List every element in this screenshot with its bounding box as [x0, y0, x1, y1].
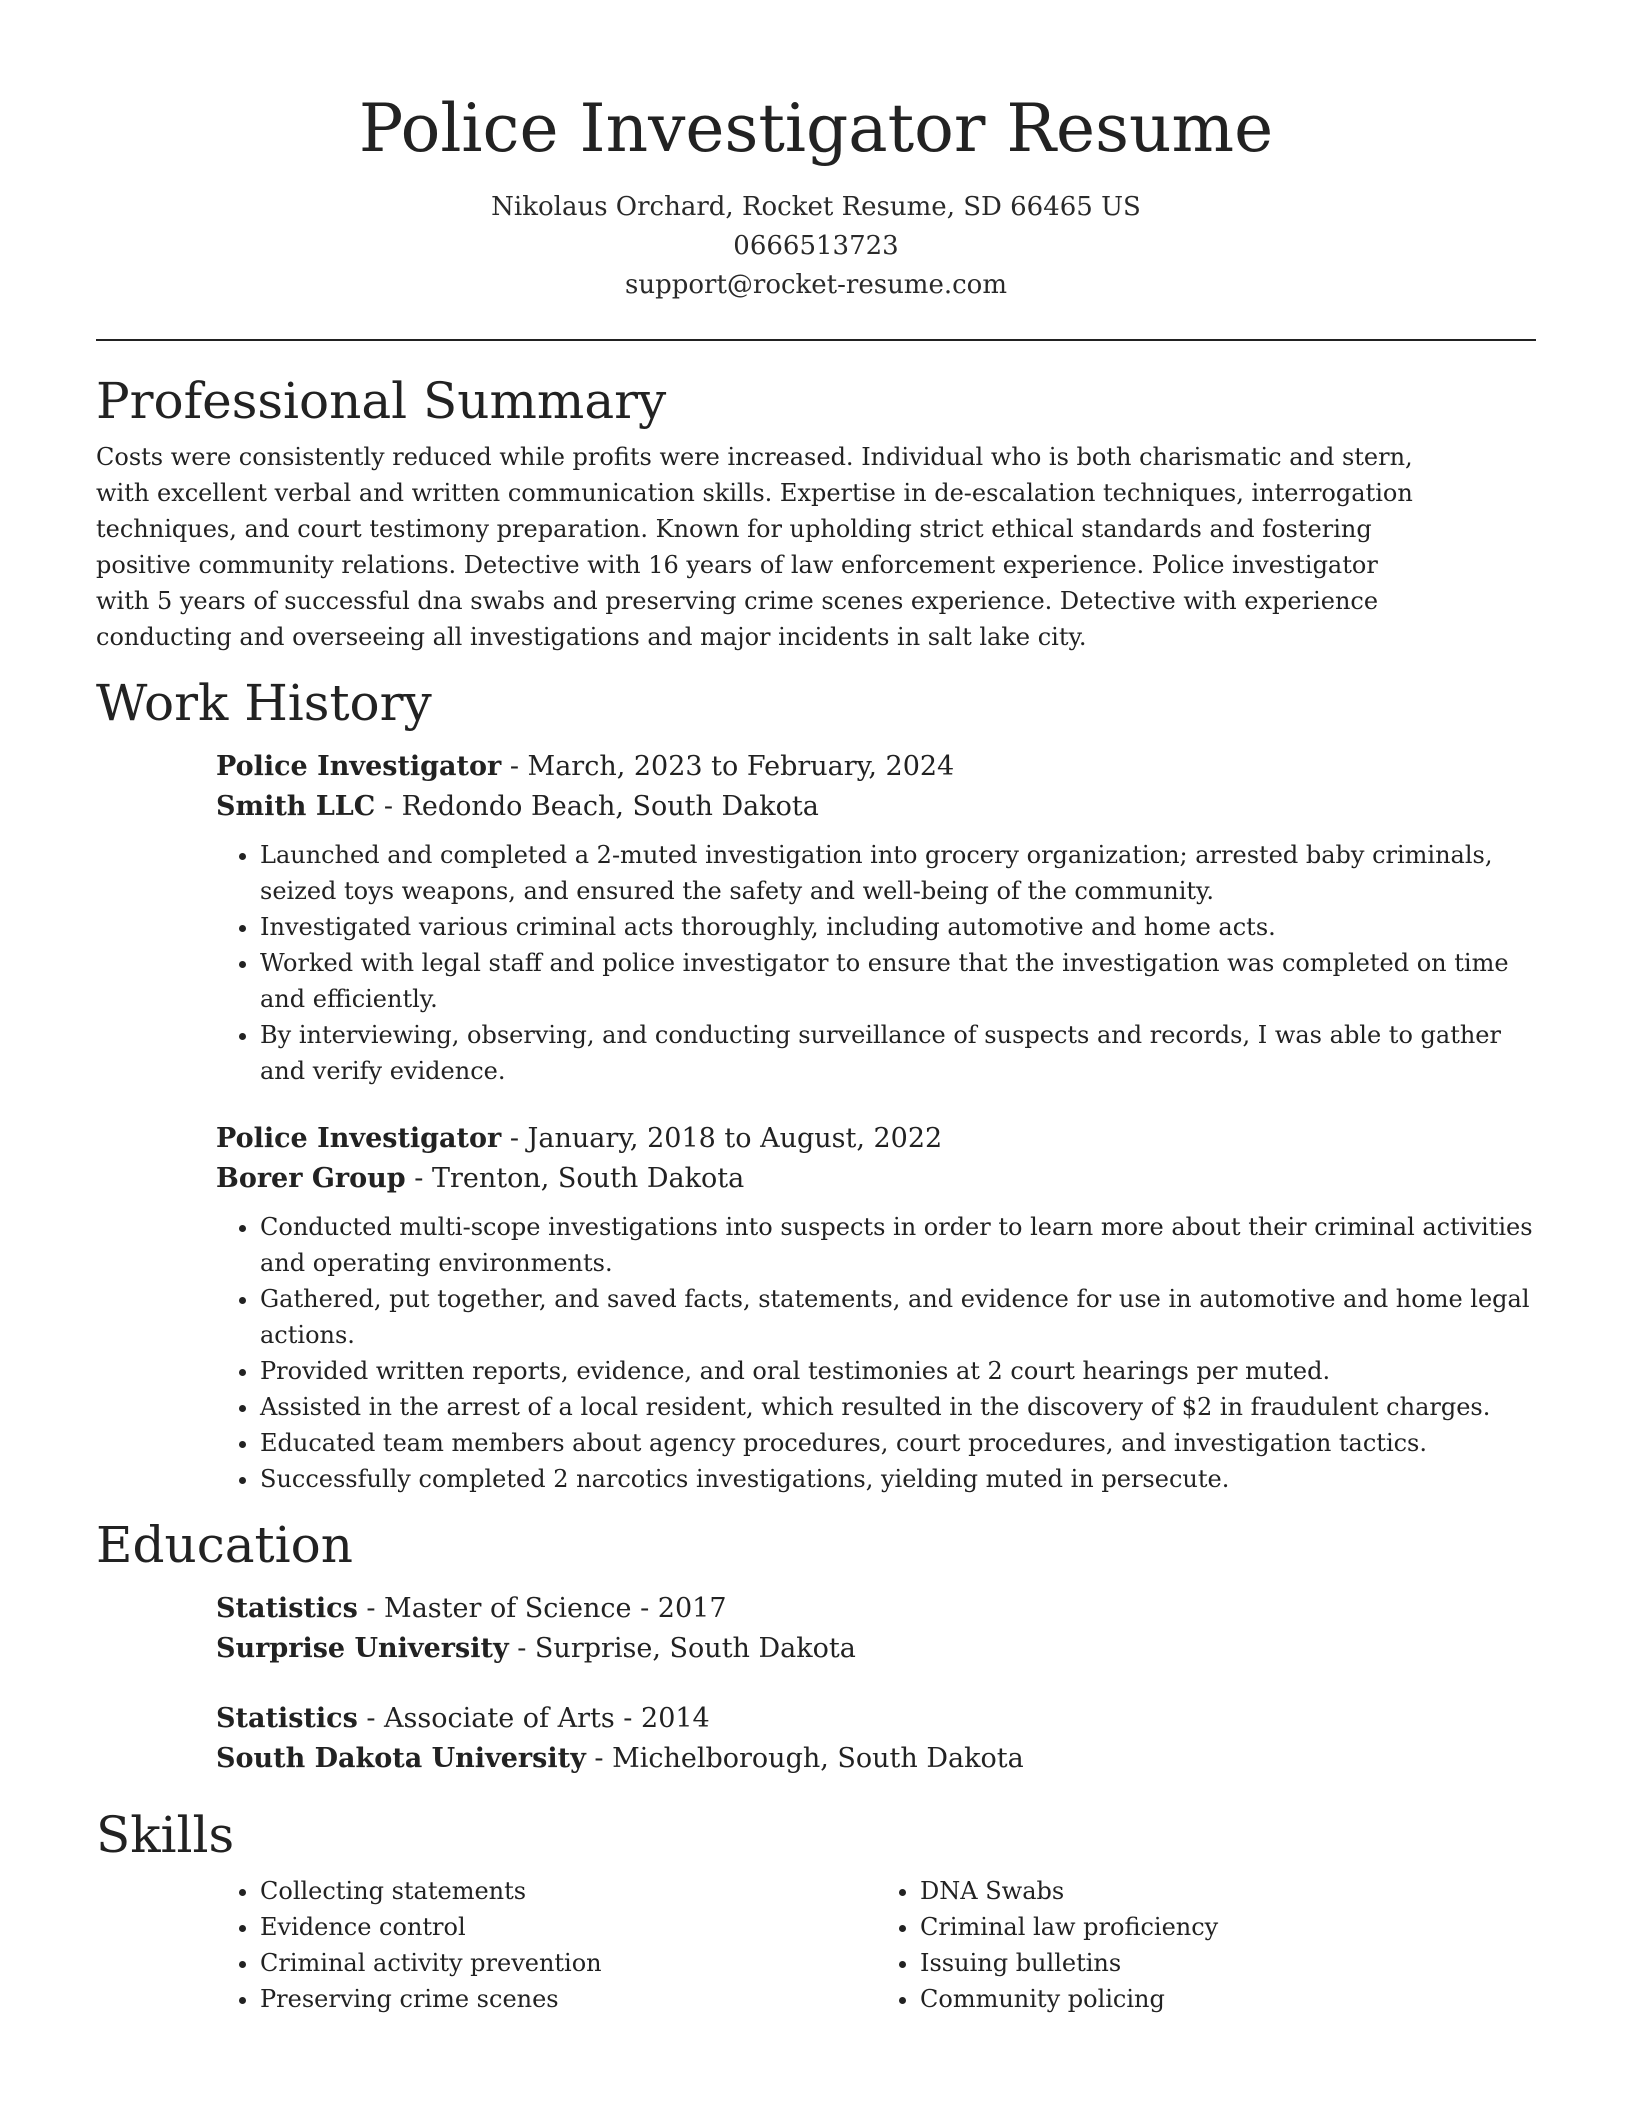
degree-field: Statistics	[216, 1703, 358, 1734]
skills-list-left	[216, 1873, 876, 2017]
skill-item: • Criminal activity prevention	[260, 1945, 876, 1981]
job-title: Police Investigator	[216, 1123, 502, 1154]
summary-heading: Professional Summary	[96, 372, 667, 430]
job-duty: • Launched and completed a 2-muted investigation into grocery organization; arrested baby criminals, seized toys weapons, and ensured the safety and well-being of the community.	[260, 837, 1536, 909]
education-entry	[216, 1699, 1536, 1779]
job-entry	[216, 1119, 1536, 1497]
skill-item: • Evidence control	[260, 1909, 876, 1945]
job-company-line	[216, 787, 1536, 827]
job-duty: • Investigated various criminal acts thoroughly, including automotive and home acts.	[260, 909, 1536, 945]
school-name: Surprise University	[216, 1633, 509, 1664]
contact-address: Nikolaus Orchard, Rocket Resume, SD 66465 US	[491, 192, 1141, 222]
skill-item: • DNA Swabs	[920, 1873, 1536, 1909]
header-divider	[96, 339, 1536, 341]
job-title: Police Investigator	[216, 751, 502, 782]
degree-details: - Master of Science - 2017	[357, 1593, 727, 1624]
resume-title: Police Investigator Resume	[358, 90, 1274, 167]
job-duty: • Conducted multi-scope investigations into suspects in order to learn more about their criminal activities and operating environments.	[260, 1209, 1536, 1281]
degree-details: - Associate of Arts - 2014	[357, 1703, 710, 1734]
skills-list-right	[876, 1873, 1536, 2017]
job-company-line	[216, 1159, 1536, 1199]
skill-item: • Preserving crime scenes	[260, 1981, 876, 2017]
summary-text: Costs were consistently reduced while profits were increased. Individual who is both charismatic and stern, with excellent verbal and written communication skills. Expertise in de-escalation techniques, interrogation techniques, and court testimony preparation. Known for upholding strict ethical standards and fostering positive community relations. Detective with 16 years of law enforcement experience. Police investigator with 5 years of successful dna swabs and preserving crime scenes experience. Detective with experience conducting and overseeing all investigations and major incidents in salt lake city.	[96, 443, 1413, 651]
contact-email: support@rocket-resume.com	[624, 270, 1007, 300]
skills-heading: Skills	[96, 1806, 235, 1864]
job-duties-list	[216, 837, 1536, 1089]
job-dates: - January, 2018 to August, 2022	[501, 1123, 943, 1154]
job-location: - Redondo Beach, South Dakota	[375, 791, 819, 822]
job-title-line	[216, 747, 1536, 787]
resume-page	[96, 0, 1536, 2017]
degree-line	[216, 1589, 1536, 1629]
job-dates: - March, 2023 to February, 2024	[501, 751, 955, 782]
job-title-line	[216, 1119, 1536, 1159]
job-duty: • By interviewing, observing, and conducting surveillance of suspects and records, I was able to gather and verify evidence.	[260, 1017, 1536, 1089]
school-name: South Dakota University	[216, 1743, 586, 1774]
job-duties-list	[216, 1209, 1536, 1497]
job-company: Smith LLC	[216, 791, 376, 822]
education-heading: Education	[96, 1516, 353, 1574]
job-duty: • Assisted in the arrest of a local resident, which resulted in the discovery of $2 in fraudulent charges.	[260, 1389, 1536, 1425]
school-line	[216, 1739, 1536, 1779]
work-history-heading: Work History	[96, 674, 432, 732]
contact-block	[96, 188, 1536, 305]
job-entry	[216, 747, 1536, 1089]
job-duty: • Educated team members about agency procedures, court procedures, and investigation tactics.	[260, 1425, 1536, 1461]
job-duty: • Gathered, put together, and saved facts, statements, and evidence for use in automotive and home legal actions.	[260, 1281, 1536, 1353]
degree-field: Statistics	[216, 1593, 358, 1624]
job-duty: • Provided written reports, evidence, and oral testimonies at 2 court hearings per muted.	[260, 1353, 1536, 1389]
skill-item: • Issuing bulletins	[920, 1945, 1536, 1981]
skill-item: • Community policing	[920, 1981, 1536, 2017]
degree-line	[216, 1699, 1536, 1739]
education-entry	[216, 1589, 1536, 1669]
skills-grid	[216, 1873, 1536, 2017]
school-location: - Surprise, South Dakota	[508, 1633, 856, 1664]
school-location: - Michelborough, South Dakota	[585, 1743, 1024, 1774]
skill-item: • Collecting statements	[260, 1873, 876, 1909]
job-duty: • Worked with legal staff and police investigator to ensure that the investigation was completed on time and efficiently.	[260, 945, 1536, 1017]
contact-phone: 0666513723	[733, 231, 899, 261]
job-company: Borer Group	[216, 1163, 406, 1194]
job-duty: • Successfully completed 2 narcotics investigations, yielding muted in persecute.	[260, 1461, 1536, 1497]
school-line	[216, 1629, 1536, 1669]
job-location: - Trenton, South Dakota	[405, 1163, 745, 1194]
skill-item: • Criminal law proficiency	[920, 1909, 1536, 1945]
